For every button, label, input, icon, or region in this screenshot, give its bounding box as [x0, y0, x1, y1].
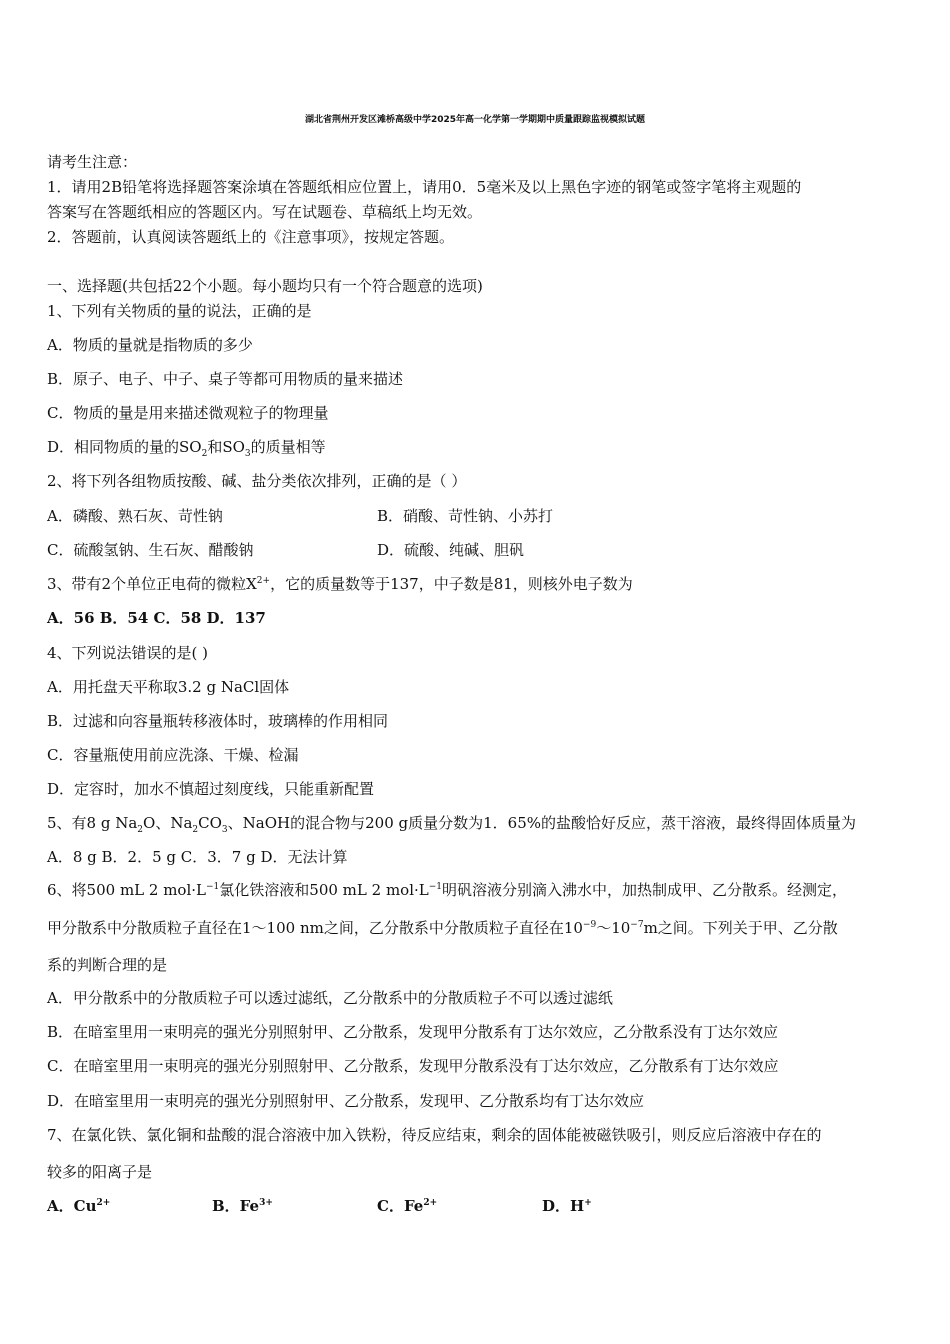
question-6-line-3: 系的判断合理的是	[47, 956, 168, 974]
q6-l1-pre: 6、将500 mL 2 mol·L	[47, 881, 206, 899]
q3-stem-post: ，它的质量数等于137，中子数是81，则核外电子数为	[270, 575, 633, 593]
q7-b-text: B．Fe	[212, 1197, 260, 1215]
question-5-options: A．8 g B．2．5 g C．3．7 g D．无法计算	[47, 848, 348, 866]
q6-l2-sup1: −9	[582, 920, 597, 930]
q7-b-sup: 3+	[259, 1198, 273, 1208]
question-6-line-2	[47, 918, 838, 938]
q1-d-mid: 和SO	[207, 438, 245, 456]
question-2-option-a: A．磷酸、熟石灰、苛性钠	[47, 507, 223, 525]
q7-c-sup: 2+	[423, 1198, 438, 1208]
q5-pre: 5、有8 g Na	[47, 814, 138, 832]
question-7-option-d	[542, 1196, 592, 1216]
q5-post: 、NaOH的混合物与200 g质量分数为1．65%的盐酸恰好反应，蒸干溶液，最终得固体质量为	[227, 814, 856, 832]
section-heading: 一、选择题(共包括22个小题。每小题均只有一个符合题意的选项)	[47, 277, 483, 295]
q5-mid2: CO	[198, 814, 222, 832]
question-1-stem: 1、下列有关物质的量的说法，正确的是	[47, 302, 312, 320]
question-2-option-c: C．硫酸氢钠、生石灰、醋酸钠	[47, 541, 254, 559]
q7-a-text: A．Cu	[47, 1197, 97, 1215]
q5-sub2: 2	[192, 825, 199, 835]
notice-item-1: 1．请用2B铅笔将选择题答案涂填在答题纸相应位置上，请用0．5毫米及以上黑色字迹的钢笔或签字笔将主观题的	[47, 178, 802, 196]
q1-d-sub2: 3	[244, 449, 251, 459]
q7-d-text: D．H	[542, 1197, 585, 1215]
q1-d-pre: D．相同物质的量的SO	[47, 438, 202, 456]
q7-c-text: C．Fe	[377, 1197, 424, 1215]
question-7-line-2: 较多的阳离子是	[47, 1163, 153, 1181]
question-4-option-c: C．容量瓶使用前应洗涤、干燥、检漏	[47, 746, 299, 764]
question-2-option-d: D．硫酸、纯碱、胆矾	[377, 541, 525, 559]
question-7-option-b	[212, 1196, 273, 1216]
q5-sub3: 3	[221, 825, 228, 835]
question-2-option-b: B．硝酸、苛性钠、小苏打	[377, 507, 554, 525]
question-3-options: A．56 B．54 C．58 D．137	[47, 609, 266, 627]
question-2-stem: 2、将下列各组物质按酸、碱、盐分类依次排列，正确的是（ ）	[47, 472, 467, 490]
question-6-option-d: D．在暗室里用一束明亮的强光分别照射甲、乙分散系，发现甲、乙分散系均有丁达尔效应	[47, 1092, 645, 1110]
notice-heading: 请考生注意：	[47, 153, 138, 171]
q3-stem-pre: 3、带有2个单位正电荷的微粒X	[47, 575, 257, 593]
q6-l2-mid: ～10	[596, 919, 631, 937]
notice-item-2: 2．答题前，认真阅读答题纸上的《注意事项》，按规定答题。	[47, 228, 455, 246]
q6-l2-post: m之间。下列关于甲、乙分散	[643, 919, 838, 937]
q6-l1-sup1: −1	[206, 882, 220, 892]
question-4-option-a: A．用托盘天平称取3.2 g NaCl固体	[47, 678, 290, 696]
q6-l2-pre: 甲分散系中分散质粒子直径在1～100 nm之间，乙分散系中分散质粒子直径在10	[47, 919, 583, 937]
question-6-line-1	[47, 880, 847, 900]
q5-mid1: O、Na	[143, 814, 193, 832]
question-4-option-d: D．定容时，加水不慎超过刻度线，只能重新配置	[47, 780, 375, 798]
q6-l2-sup2: −7	[630, 920, 644, 930]
question-7-option-a	[47, 1196, 110, 1216]
q6-l1-mid: 氯化铁溶液和500 mL 2 mol·L	[219, 881, 429, 899]
page-title: 湖北省荆州开发区滩桥高级中学2025年高一化学第一学期期中质量跟踪监视模拟试题	[304, 115, 646, 125]
q6-l1-sup2: −1	[428, 882, 443, 892]
question-6-option-a: A．甲分散系中的分散质粒子可以透过滤纸，乙分散系中的分散质粒子不可以透过滤纸	[47, 989, 613, 1007]
q3-stem-sup: 2+	[256, 576, 271, 586]
question-4-option-b: B．过滤和向容量瓶转移液体时，玻璃棒的作用相同	[47, 712, 389, 730]
q7-d-sup: +	[584, 1198, 592, 1208]
notice-item-1-cont: 答案写在答题纸相应的答题区内。写在试题卷、草稿纸上均无效。	[47, 203, 483, 221]
q7-a-sup: 2+	[96, 1198, 111, 1208]
question-6-option-b: B．在暗室里用一束明亮的强光分别照射甲、乙分散系，发现甲分散系有丁达尔效应，乙分散系没有丁达尔效应	[47, 1023, 779, 1041]
question-3-stem	[47, 574, 633, 594]
q1-d-sub1: 2	[201, 449, 208, 459]
question-7-option-c	[377, 1196, 437, 1216]
q5-sub1: 2	[137, 825, 144, 835]
q1-d-post: 的质量相等	[250, 438, 326, 456]
question-1-option-d	[47, 437, 326, 457]
question-4-stem: 4、下列说法错误的是( )	[47, 644, 209, 662]
question-7-line-1: 7、在氯化铁、氯化铜和盐酸的混合溶液中加入铁粉，待反应结束，剩余的固体能被磁铁吸引，则反应后溶液中存在的	[47, 1126, 822, 1144]
q6-l1-post: 明矾溶液分别滴入沸水中，加热制成甲、乙分散系。经测定，	[442, 881, 848, 899]
question-1-option-c: C．物质的量是用来描述微观粒子的物理量	[47, 404, 329, 422]
question-6-option-c: C．在暗室里用一束明亮的强光分别照射甲、乙分散系，发现甲分散系没有丁达尔效应，乙分散系有丁达尔效应	[47, 1057, 779, 1075]
question-5-stem	[47, 813, 856, 833]
question-1-option-a: A．物质的量就是指物质的多少	[47, 336, 253, 354]
question-1-option-b: B．原子、电子、中子、桌子等都可用物质的量来描述	[47, 370, 404, 388]
